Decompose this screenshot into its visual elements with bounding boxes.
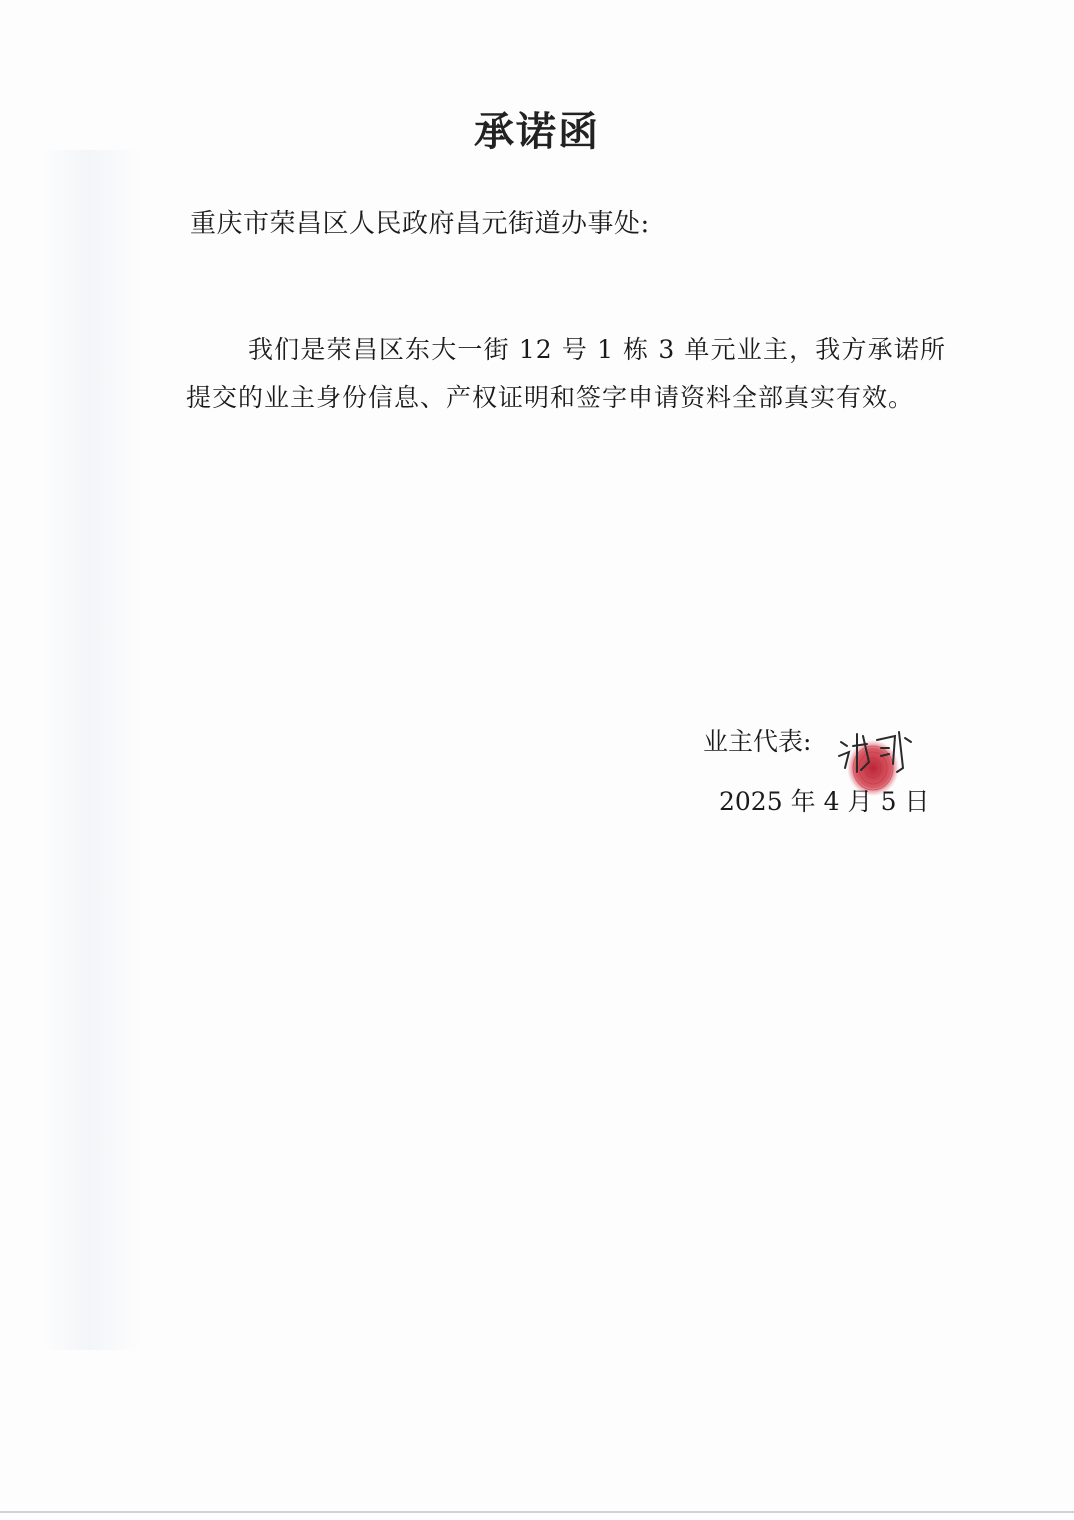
owner-representative-label: 业主代表: [703, 727, 812, 756]
date-year-unit: 年 [790, 787, 816, 816]
scan-shadow [40, 150, 140, 1350]
signing-date [719, 782, 937, 818]
date-day: 5 [880, 787, 897, 816]
document-title: 承诺函 [474, 108, 600, 155]
scan-edge-line [0, 1511, 1074, 1513]
signature-block [703, 722, 963, 832]
recipient-line: 重庆市荣昌区人民政府昌元街道办事处: [190, 209, 650, 239]
date-year: 2025 [719, 787, 783, 816]
commitment-paragraph: 我们是荣昌区东大一街 12 号 1 栋 3 单元业主，我方承诺所提交的业主身份信息、产权证明和签字申请资料全部真实有效。 [186, 335, 946, 412]
date-month: 4 [823, 787, 840, 816]
date-day-unit: 日 [904, 787, 930, 816]
date-month-unit: 月 [847, 787, 873, 816]
